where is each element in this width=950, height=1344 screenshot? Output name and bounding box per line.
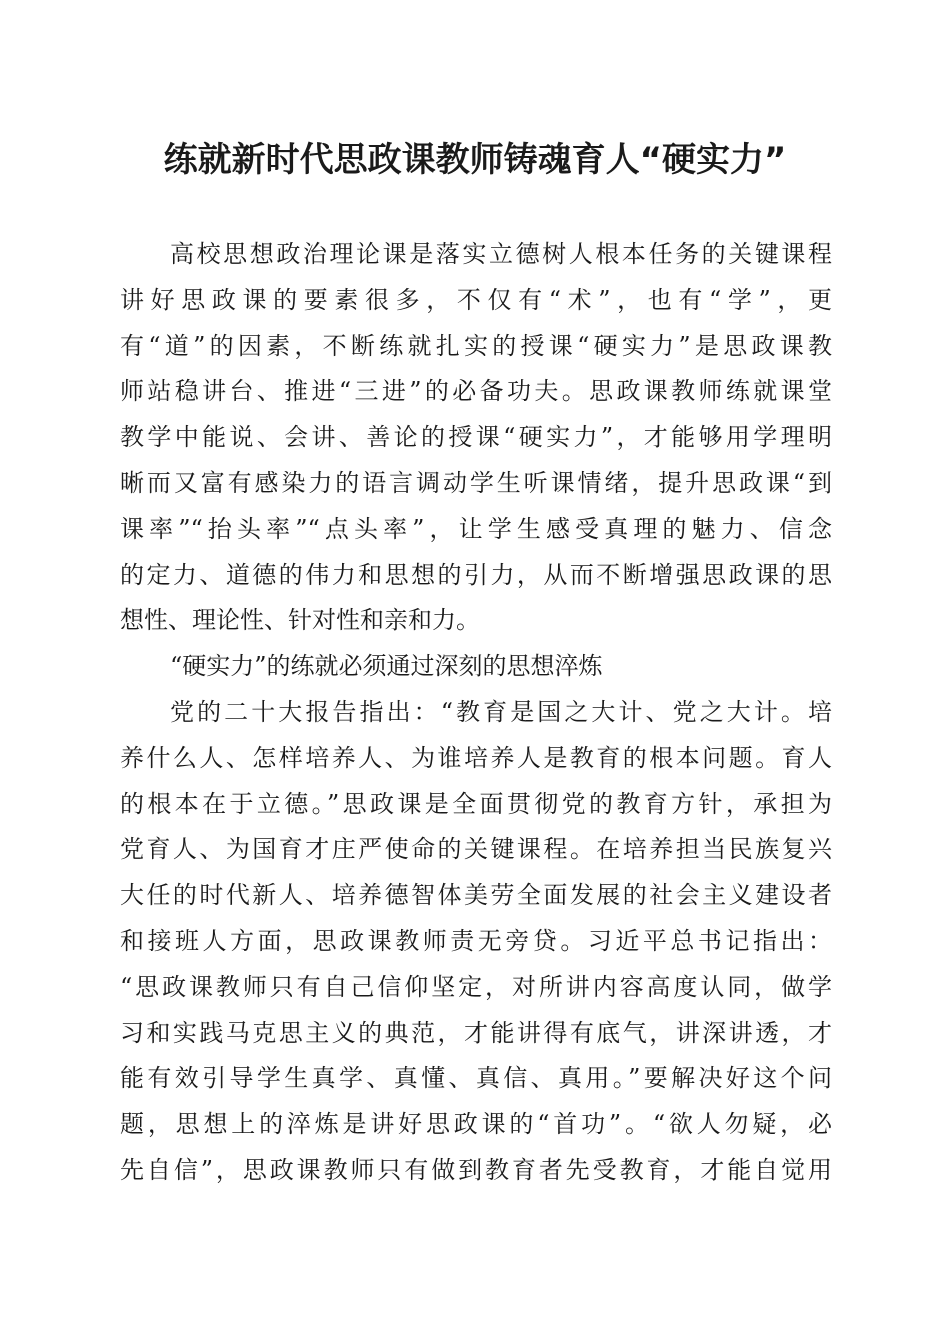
paragraph-line: 的定力、道德的伟力和思想的引力，从而不断增强思政课的思 (120, 560, 832, 589)
paragraph-line: 教学中能说、会讲、善论的授课“硬实力”，才能够用学理明 (120, 423, 832, 452)
paragraph-line: 晰而又富有感染力的语言调动学生听课情绪，提升思政课“到 (120, 468, 832, 497)
paragraph-line: 题，思想上的淬炼是讲好思政课的“首功”。“欲人勿疑，必 (120, 1110, 832, 1139)
paragraph-line: 大任的时代新人、培养德智体美劳全面发展的社会主义建设者 (120, 881, 832, 910)
paragraph-line: 想性、理论性、针对性和亲和力。 (120, 606, 480, 635)
paragraph-line: 课率”“抬头率”“点头率”，让学生感受真理的魅力、信念 (120, 514, 832, 543)
paragraph-line: 和接班人方面，思政课教师责无旁贷。习近平总书记指出： (120, 926, 832, 955)
document-body (120, 232, 832, 1194)
paragraph-line: 党育人、为国育才庄严使命的关键课程。在培养担当民族复兴 (120, 835, 832, 864)
paragraph-line: 有“道”的因素，不断练就扎实的授课“硬实力”是思政课教 (120, 331, 832, 360)
paragraph-line: 的根本在于立德。”思政课是全面贯彻党的教育方针，承担为 (120, 789, 832, 818)
paragraph-line: 高校思想政治理论课是落实立德树人根本任务的关键课程 (170, 240, 832, 268)
paragraph-line: 能有效引导学生真学、真懂、真信、真用。”要解决好这个问 (120, 1064, 832, 1093)
paragraph-line: 先自信”，思政课教师只有做到教育者先受教育，才能自觉用 (120, 1155, 832, 1184)
paragraph-line: 习和实践马克思主义的典范，才能讲得有底气，讲深讲透，才 (120, 1018, 832, 1047)
paragraph-line: 党的二十大报告指出：“教育是国之大计、党之大计。培 (170, 697, 832, 726)
paragraph-line: 讲好思政课的要素很多，不仅有“术”，也有“学”，更 (120, 285, 832, 314)
section-heading: “硬实力”的练就必须通过深刻的思想淬炼 (170, 652, 603, 681)
paragraph-line: 养什么人、怎样培养人、为谁培养人是教育的根本问题。育人 (120, 743, 832, 772)
paragraph-line: “思政课教师只有自己信仰坚定，对所讲内容高度认同，做学 (120, 972, 832, 1001)
paragraph-line: 师站稳讲台、推进“三进”的必备功夫。思政课教师练就课堂 (120, 377, 832, 406)
document-title: 练就新时代思政课教师铸魂育人“硬实力” (163, 140, 787, 180)
